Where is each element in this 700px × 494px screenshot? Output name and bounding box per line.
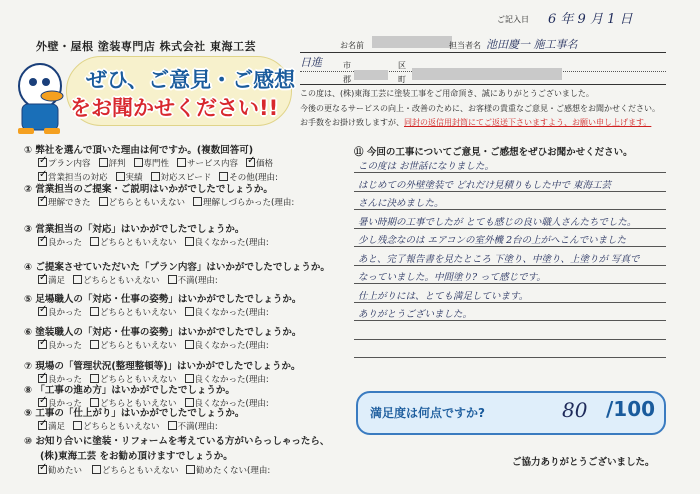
intro-line3: お手数をお掛け致しますが、同封の返信用封筒にてご返送下さいますよう、お願い申し上げます。 [300, 118, 652, 127]
question-2-options [38, 196, 302, 208]
return-note: 同封の返信用封筒にてご返送下さいますよう、お願い申し上げます。 [404, 118, 652, 127]
option[interactable]: 不満(理由: [168, 422, 218, 432]
q10-opt3[interactable]: 勧めたくない(理由: [186, 464, 270, 476]
town-redacted [412, 68, 562, 80]
banner-line2: をお聞かせください!! [70, 96, 279, 120]
option[interactable]: 専門性 [134, 159, 170, 169]
option[interactable]: どちらともいえない [90, 375, 177, 385]
option[interactable]: ✓良かった [38, 238, 82, 248]
address-town: 町 [398, 75, 406, 84]
duck-mascot [6, 56, 74, 136]
thanks-text: ご協力ありがとうございました。 [512, 457, 655, 468]
satisfaction-label: 満足度は何点ですか? [370, 406, 485, 420]
question-6-options [38, 339, 277, 351]
q11-label: ⑪ 今回の工事についてご意見・ご感想をぜひお聞かせください。 [354, 147, 633, 158]
option[interactable]: 良くなかった(理由: [185, 308, 269, 318]
option[interactable]: 良くなかった(理由: [185, 341, 269, 351]
option[interactable]: 良くなかった(理由: [185, 399, 269, 409]
question-1: ① 弊社を選んで頂いた理由は何ですか。(複数回答可) [24, 145, 254, 156]
option[interactable]: ✓満足 [38, 276, 65, 286]
option[interactable]: どちらともいえない [90, 399, 177, 409]
comment-text-line: あと、完了報告書を見たところ 下塗り、中塗り、上塗りが 写真で [358, 253, 640, 265]
question-8: ⑧ 「工事の進め方」はいかがでしたでしょうか。 [24, 385, 235, 396]
question-2: ② 営業担当のご提案・ご説明はいかがでしたでしょうか。 [24, 184, 273, 195]
option[interactable]: どちらともいえない [73, 422, 160, 432]
satisfaction-total: /100 [606, 397, 656, 421]
intro-line1: この度は、(株)東海工芸に塗装工事をご用命頂き、誠にありがとうございました。 [300, 89, 594, 98]
comment-text-line: 暑い時期の工事でしたが とても感じの良い職人さんたちでした。 [358, 216, 637, 228]
address-hand: 日進 [300, 56, 322, 69]
question-3: ③ 営業担当の「対応」はいかがでしたでしょうか。 [24, 224, 245, 235]
q10-opt2[interactable]: どちらともいえない [92, 464, 179, 476]
comment-line [354, 283, 666, 284]
comment-text-line: 仕上がりには、とても満足しています。 [358, 290, 529, 302]
comment-text-line: この度は お世話になりました。 [358, 161, 495, 172]
question-5-options [38, 306, 277, 318]
option[interactable]: サービス内容 [177, 159, 238, 169]
name-redacted [372, 36, 452, 48]
comment-line [354, 265, 666, 266]
comment-line [354, 191, 666, 192]
comment-text-line: はじめての外壁塗装で どれだけ見積りもした中で 東海工芸 [358, 179, 612, 191]
option[interactable]: 実績 [116, 173, 143, 183]
option[interactable]: どちらともいえない [99, 198, 186, 208]
question-7: ⑦ 現場の「管理状況(整理整頓等)」はいかがでしたでしょうか。 [24, 361, 301, 372]
option[interactable]: その他(理由: [219, 173, 278, 183]
question-9: ⑨ 工事の「仕上がり」はいかがでしたでしょうか。 [24, 408, 245, 419]
comment-text-line: 少し残念なのは エアコンの室外機 2台の上がへこんでいました [358, 235, 627, 246]
q10-text2: (株)東海工芸 をお勧め頂けますでしょうか。 [40, 451, 233, 462]
question-3-options [38, 236, 277, 248]
comment-line [354, 172, 666, 173]
county-redacted [354, 70, 388, 80]
option[interactable]: どちらともいえない [90, 341, 177, 351]
comment-text-line: ありがとうございました。 [358, 309, 473, 320]
comment-line [354, 357, 666, 358]
comment-line [354, 228, 666, 229]
staff-value: 池田慶一 施工事名 [486, 38, 578, 51]
question-9-options [38, 420, 226, 432]
brand-line: 外壁・屋根 塗装専門店 株式会社 東海工芸 [36, 40, 256, 53]
option[interactable]: ✓営業担当の対応 [38, 173, 108, 183]
option[interactable]: 良くなかった(理由: [185, 375, 269, 385]
option[interactable]: ✓良かった [38, 399, 82, 409]
option[interactable]: ✓ 価格 [246, 159, 273, 169]
question-4: ④ ご提案させていただいた「プラン内容」はいかがでしたでしょうか。 [24, 262, 330, 273]
option[interactable]: ✓良かった [38, 375, 82, 385]
name-label: お名前 [340, 41, 364, 50]
satisfaction-score[interactable]: 80 [562, 398, 588, 422]
comment-text-line: なっていました。中間塗り? って感じです。 [358, 272, 546, 283]
option[interactable]: 対応スピード [151, 173, 212, 183]
option[interactable]: 評判 [99, 159, 126, 169]
comment-line [354, 302, 666, 303]
comment-line [354, 209, 666, 210]
address-city: 市 [343, 61, 351, 70]
address-county: 郡 [343, 75, 351, 84]
name-underline [300, 52, 666, 53]
option[interactable]: ✓良かった [38, 341, 82, 351]
option[interactable]: ✓理解できた [38, 198, 91, 208]
option[interactable]: ✓良かった [38, 308, 82, 318]
comment-line [354, 339, 666, 340]
option[interactable]: どちらともいえない [90, 238, 177, 248]
option[interactable]: どちらともいえない [73, 276, 160, 286]
option[interactable]: 理解しづらかった(理由: [193, 198, 294, 208]
option[interactable]: 不満(理由: [168, 276, 218, 286]
q10-opt1[interactable]: ✓勧めたい [38, 464, 82, 476]
date-value: 6 年 9 月 1 日 [548, 12, 633, 27]
question-5: ⑤ 足場職人の「対応・仕事の姿勢」はいかがでしたでしょうか。 [24, 294, 302, 305]
question-4-options [38, 274, 226, 286]
question-6: ⑥ 塗装職人の「対応・仕事の姿勢」はいかがでしたでしょうか。 [24, 327, 302, 338]
question-1-options [38, 157, 281, 169]
date-label: ご記入日 [497, 15, 529, 24]
option[interactable]: 良くなかった(理由: [185, 238, 269, 248]
banner-line1: ぜひ、ご意見・ご感想 [86, 68, 296, 92]
option[interactable]: ✓満足 [38, 422, 65, 432]
comment-text-line: さんに決めました。 [358, 198, 444, 209]
comment-line [354, 246, 666, 247]
option[interactable]: どちらともいえない [90, 308, 177, 318]
option[interactable]: ✓プラン内容 [38, 159, 91, 169]
intro-line2: 今後の更なるサービスの向上・改善のために、お客様の貴重なご意見・ご感想をお聞かせください。 [300, 104, 660, 113]
address-ward: 区 [398, 61, 406, 70]
q10-text1: ⑩ お知り合いに塗装・リフォームを考えている方がいらっしゃったら、 [24, 436, 330, 447]
comment-line [354, 320, 666, 321]
staff-label: 担当者名 [449, 41, 481, 50]
